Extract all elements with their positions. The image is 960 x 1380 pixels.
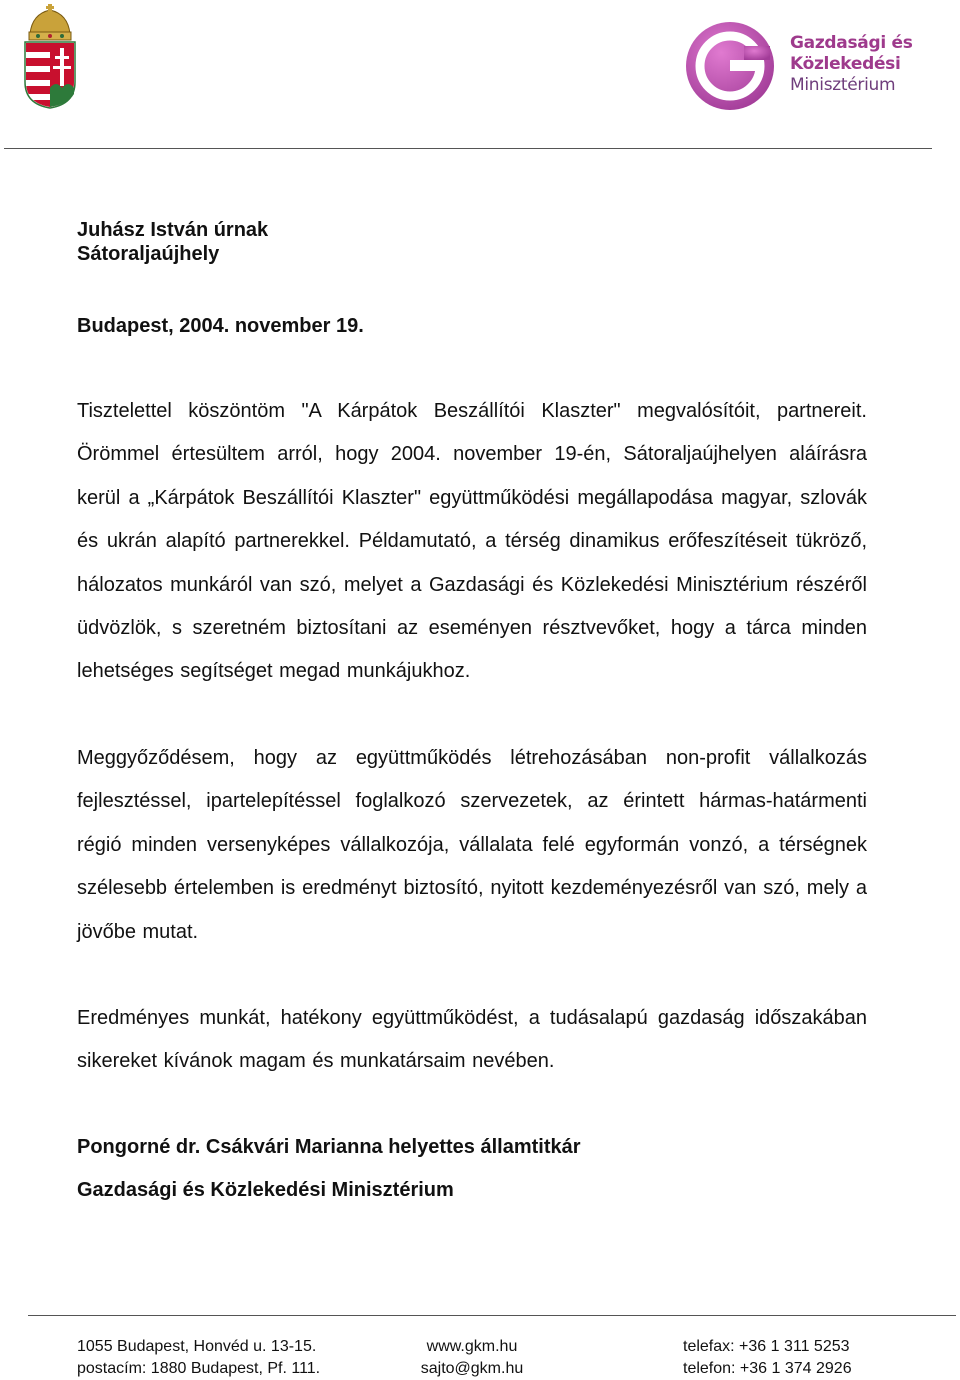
paragraph-3: Eredményes munkát, hatékony együttműködést, a tudásalapú gazdaság időszakában sikereket kívánok magam és munkatársaim nevében. <box>77 1007 867 1073</box>
footer-email-link[interactable]: sajto@gkm.hu <box>420 1360 524 1377</box>
footer-divider <box>28 1315 956 1316</box>
footer-fax: telefax: +36 1 311 5253 <box>683 1338 850 1355</box>
letterhead <box>0 0 960 150</box>
addressee-block <box>77 218 268 266</box>
footer-address-column <box>77 1336 320 1380</box>
signature-block <box>77 1126 581 1213</box>
gkm-logo-icon <box>684 20 776 112</box>
footer-postal-address: postacím: 1880 Budapest, Pf. 111. <box>77 1360 321 1377</box>
addressee-city: Sátoraljaújhely <box>77 243 220 265</box>
addressee-name: Juhász István úrnak <box>77 219 269 241</box>
ministry-name-line1: Gazdasági és <box>790 33 913 53</box>
header-divider <box>4 148 932 149</box>
footer-address: 1055 Budapest, Honvéd u. 13-15. <box>77 1338 317 1355</box>
hungarian-coat-of-arms-icon <box>22 4 78 110</box>
paragraph-2: Meggyőződésem, hogy az együttműködés létrehozásában non-profit vállalkozás fejlesztéssel, ipartelepítéssel foglalkozó szervezetek, az érintett hármas-határmenti régió minden versenyképes vállalkozója, vállalata felé egyformán vonzó, a térségnek szélesebb értelemben is eredményt biztosító, nyitott kezdeményezésről van szó, mely a jövőbe mutat. <box>77 747 867 943</box>
signature-name: Pongorné dr. Csákvári Marianna helyettes államtitkár <box>77 1136 581 1158</box>
paragraph-1: Tisztelettel köszöntöm "A Kárpátok Beszállítói Klaszter" megvalósítóit, partnereit. Örömmel értesültem arról, hogy 2004. november 19-én, Sátoraljaújhelyen aláírásra kerül a „Kárpátok Beszállítói Klaszter" együttműködési megállapodása magyar, szlovák és ukrán alapító partnerekkel. Példamutató, a térség dinamikus erőfeszítéseit tükröző, hálozatos munkáról van szó, melyet a Gazdasági és Közlekedési Minisztérium részéről üdvözlök, s szeretném biztosítani az eseményen résztvevőket, hogy a tárca minden lehetséges segítséget megad munkájukhoz. <box>77 400 867 683</box>
footer-website-link[interactable]: www.gkm.hu <box>426 1338 518 1355</box>
footer-phone-column <box>683 1336 852 1380</box>
signature-organization: Gazdasági és Közlekedési Minisztérium <box>77 1179 454 1202</box>
footer-phone: telefon: +36 1 374 2926 <box>683 1360 852 1377</box>
ministry-name-line2: Közlekedési <box>790 54 901 74</box>
letter-date: Budapest, 2004. november 19. <box>77 315 364 337</box>
ministry-name <box>790 33 913 96</box>
footer-web-column <box>416 1336 528 1380</box>
ministry-name-line3: Minisztérium <box>790 75 896 95</box>
